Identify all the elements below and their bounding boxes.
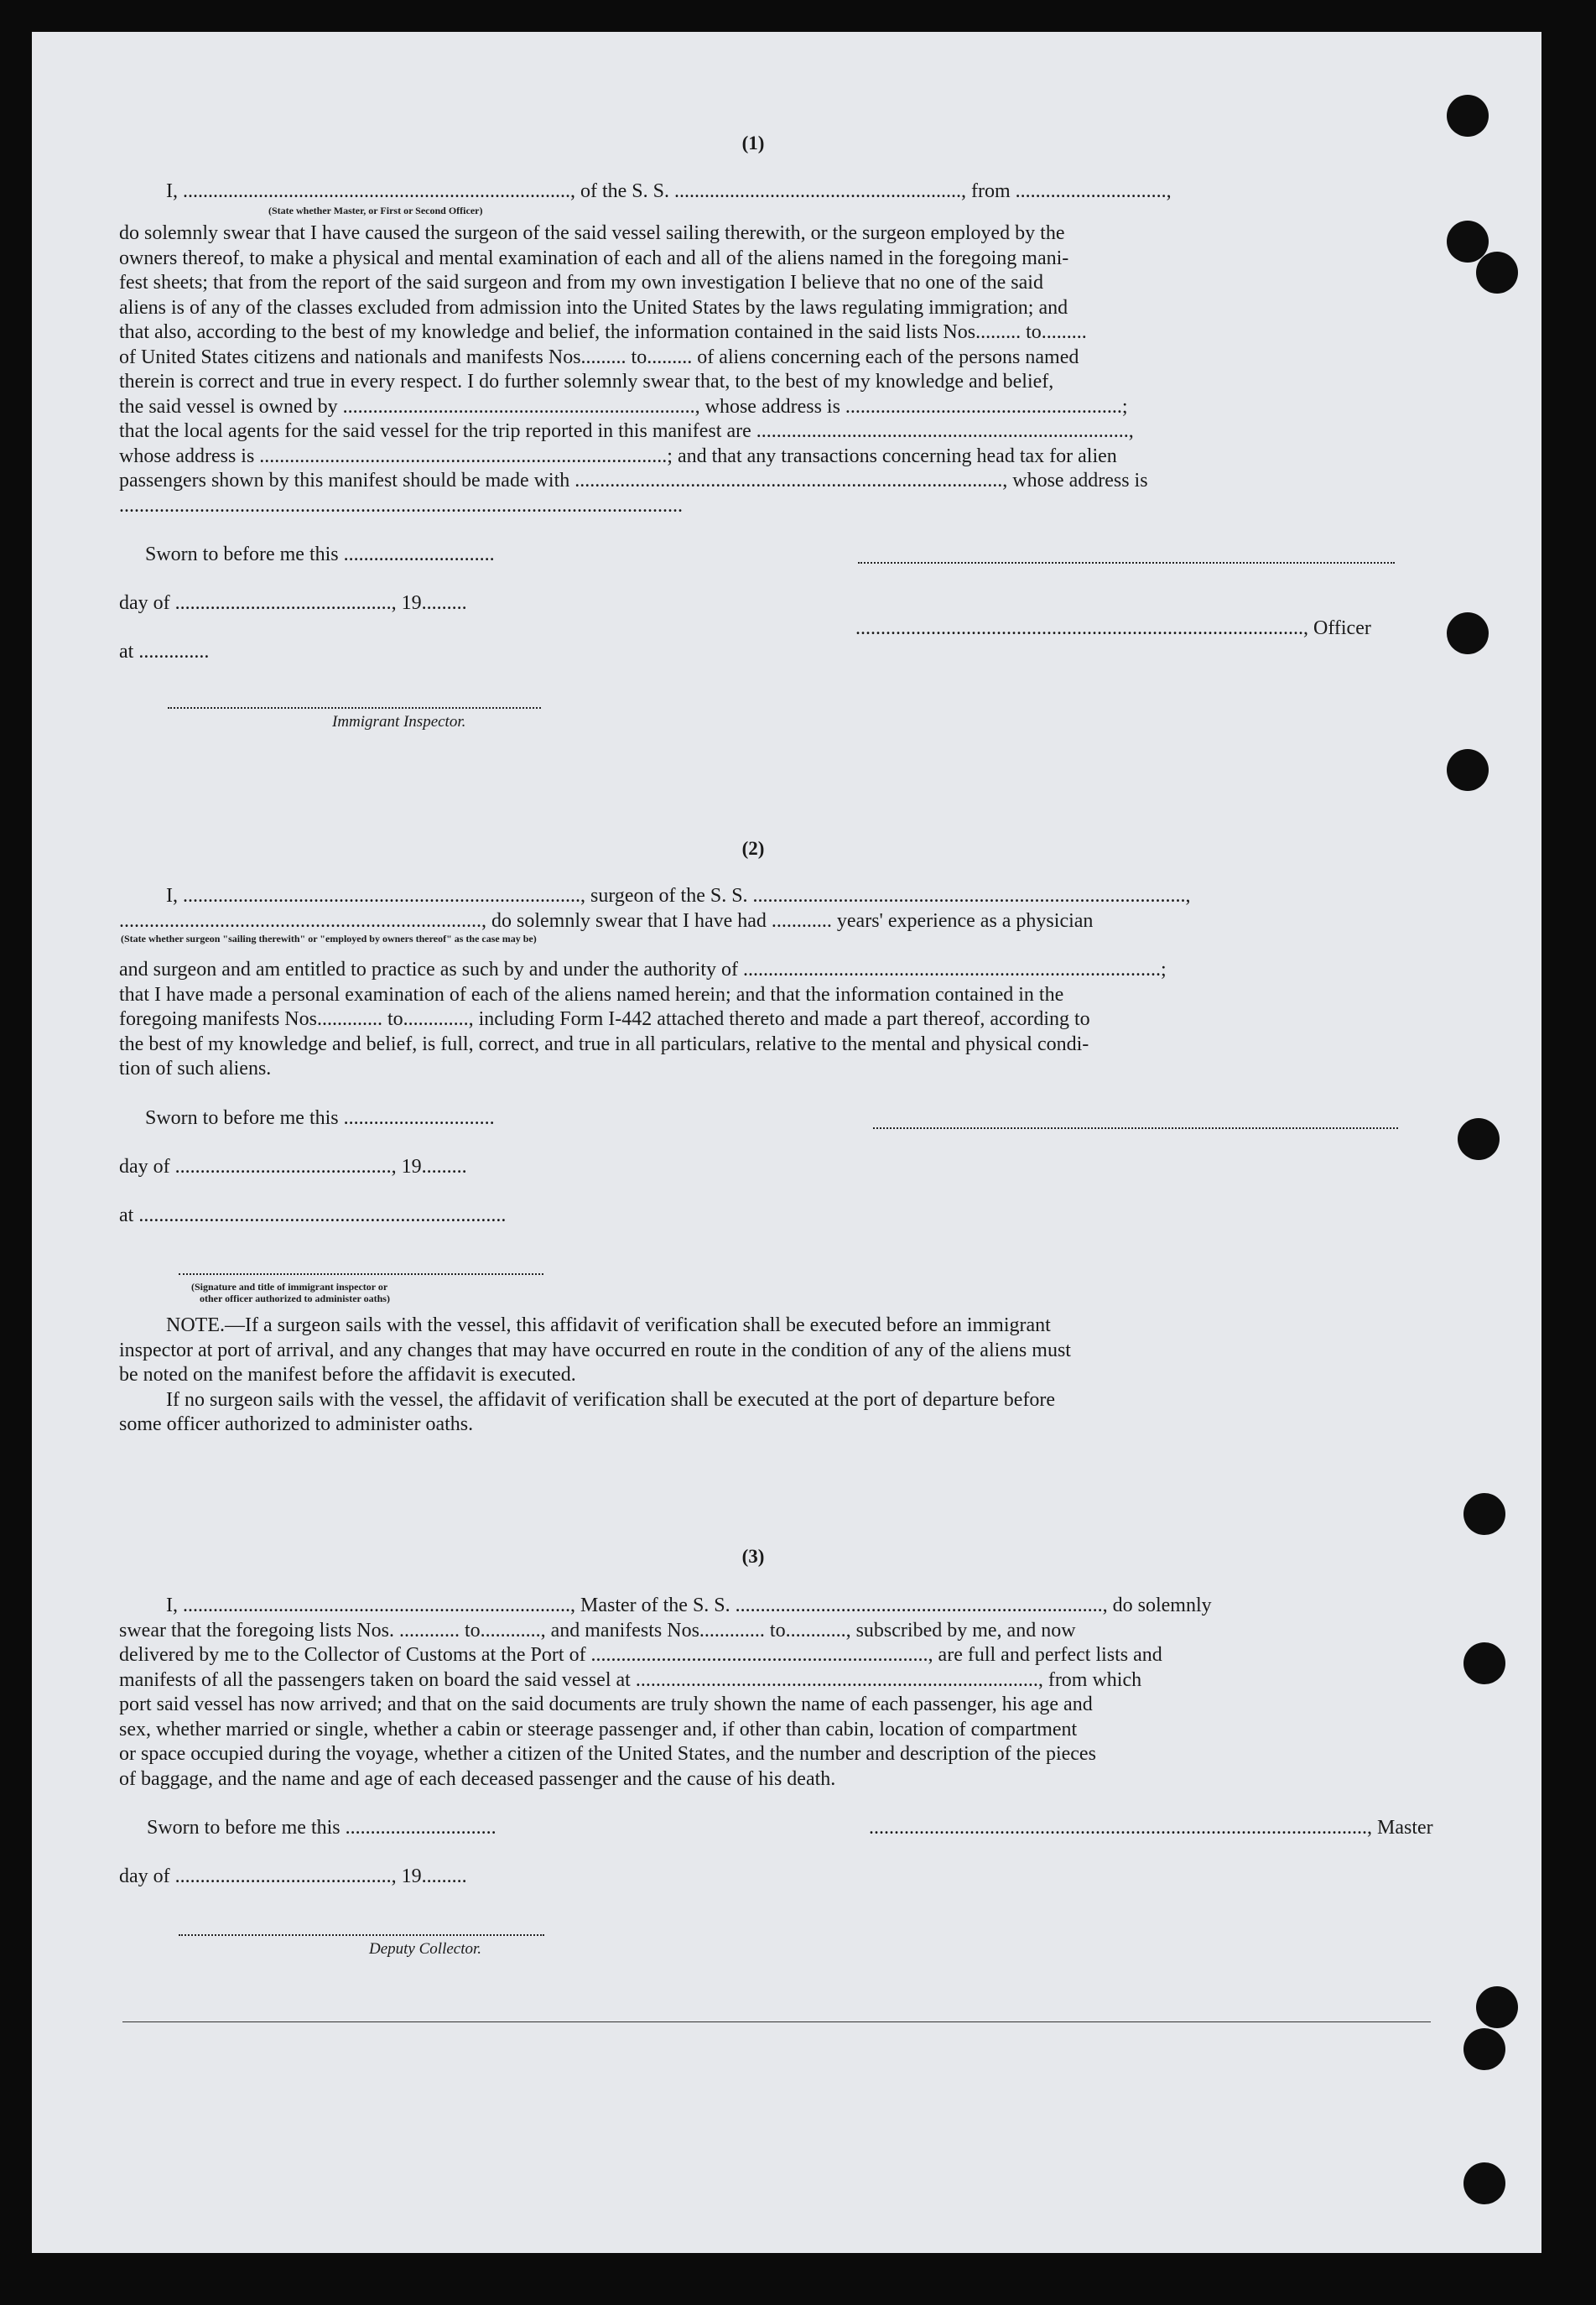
signature-note: (Signature and title of immigrant inspector or: [191, 1281, 388, 1293]
signature-note: other officer authorized to administer oaths): [200, 1293, 390, 1304]
text-line: swear that the foregoing lists Nos. ............ to............, and manifests Nos............. to............, subscribed by me, and now: [119, 1619, 1076, 1642]
punch-hole: [1447, 612, 1489, 654]
text-line: ................................................................................................................: [119, 494, 683, 517]
date-line: day of ..........................................., 19.........: [119, 1865, 467, 1887]
punch-hole: [1463, 2162, 1505, 2204]
signatory-title: Deputy Collector.: [369, 1940, 482, 1958]
punch-hole: [1458, 1118, 1500, 1160]
signature-line: [168, 707, 541, 709]
document-page: [32, 32, 1541, 2253]
text-line: that I have made a personal examination of each of the aliens named herein; and that the information contained in the: [119, 983, 1064, 1006]
text-line: owners thereof, to make a physical and mental examination of each and all of the aliens named in the foregoing mani-: [119, 247, 1069, 269]
signature-line: [873, 1127, 1398, 1129]
punch-hole: [1447, 95, 1489, 137]
text-line: the said vessel is owned by ......................................................................, whose address is .......................................................;: [119, 395, 1128, 418]
date-line: day of ..........................................., 19.........: [119, 592, 467, 614]
text-line: manifests of all the passengers taken on board the said vessel at ................................................................................, from which: [119, 1668, 1142, 1691]
sworn-line: Sworn to before me this ..............................: [147, 1817, 496, 1839]
section1-oath-text: [119, 221, 1427, 518]
master-line: ..................................................................................................., Master: [869, 1817, 1433, 1839]
note-line: some officer authorized to administer oaths.: [119, 1413, 474, 1435]
text-line: whose address is .................................................................................; and that any transactions concerning head tax for alien: [119, 445, 1117, 467]
text-line: therein is correct and true in every respect. I do further solemnly swear that, to the best of my knowledge and belief,: [119, 371, 1054, 393]
note-line: If no surgeon sails with the vessel, the affidavit of verification shall be executed at the port of departure before: [166, 1388, 1056, 1411]
text-line: or space occupied during the voyage, whether a citizen of the United States, and the number and description of the pieces: [119, 1743, 1096, 1765]
officer-line: ........................................................................................., Officer: [855, 617, 1371, 639]
sworn-line: Sworn to before me this ..............................: [145, 544, 495, 565]
punch-hole: [1463, 1642, 1505, 1684]
section-number: (1): [741, 133, 765, 153]
text-line: I, ............................................................................., Master of the S. S. ........................................................................., do solemnly: [166, 1595, 1212, 1616]
oath-line: I, ..............................................................................., surgeon of the S. S. ......................................................................................,: [166, 885, 1191, 907]
field-note: (State whether surgeon "sailing therewith" or "employed by owners thereof" as the case may be): [121, 933, 537, 944]
signature-line: [179, 1273, 543, 1275]
text-line: do solemnly swear that I have caused the surgeon of the said vessel sailing therewith, or the surgeon employed by the: [119, 222, 1065, 244]
text-line: delivered by me to the Collector of Customs at the Port of ..................................................................., are full and perfect lists and: [119, 1644, 1162, 1666]
note-line: be noted on the manifest before the affidavit is executed.: [119, 1364, 576, 1386]
text-line: and surgeon and am entitled to practice as such by and under the authority of ...................................................................................;: [119, 959, 1167, 981]
text-line: sex, whether married or single, whether a cabin or steerage passenger and, if other than cabin, location of compartment: [119, 1718, 1078, 1740]
text-line: port said vessel has now arrived; and that on the said documents are truly shown the name of each passenger, his age and: [119, 1694, 1093, 1715]
punch-hole: [1476, 1986, 1518, 2028]
oath-line: I, ............................................................................., of the S. S. ........................................................., from ..............................,: [166, 180, 1172, 202]
signature-line: [179, 1934, 544, 1936]
footer-rule: [122, 2021, 1431, 2022]
text-line: aliens is of any of the classes excluded from admission into the United States by the laws regulating immigration; and: [119, 296, 1068, 319]
note-line: inspector at port of arrival, and any changes that may have occurred en route in the condition of any of the aliens must: [119, 1339, 1071, 1361]
section1-first-line: [166, 180, 1424, 205]
place-line: at .........................................................................: [119, 1205, 507, 1226]
text-line: fest sheets; that from the report of the said surgeon and from my own investigation I believe that no one of the said: [119, 272, 1043, 294]
punch-hole: [1476, 252, 1518, 294]
section-number: (3): [741, 1546, 765, 1567]
text-line: of baggage, and the name and age of each deceased passenger and the cause of his death.: [119, 1767, 836, 1790]
date-line: day of ..........................................., 19.........: [119, 1156, 467, 1178]
text-line: foregoing manifests Nos............. to............., including Form I-442 attached thereto and made a part thereof, according to: [119, 1008, 1090, 1030]
punch-hole: [1447, 749, 1489, 791]
punch-hole: [1463, 2028, 1505, 2070]
punch-hole: [1463, 1493, 1505, 1535]
section2-note: [119, 1314, 1429, 1438]
section2-first-line: [166, 884, 1428, 909]
text-line: the best of my knowledge and belief, is full, correct, and true in all particulars, relative to the mental and physical condi-: [119, 1033, 1089, 1055]
signatory-title: Immigrant Inspector.: [332, 713, 466, 731]
note-line: NOTE.—If a surgeon sails with the vessel, this affidavit of verification shall be executed before an immigrant: [166, 1314, 1051, 1336]
text-line: tion of such aliens.: [119, 1058, 272, 1080]
text-line: passengers shown by this manifest should be made with ....................................................................................., whose address is: [119, 470, 1148, 492]
place-line: at ..............: [119, 641, 210, 663]
field-note: (State whether Master, or First or Second Officer): [268, 205, 483, 216]
oath-line: ........................................................................, do solemnly swear that I have had ............ years' experience as a physician: [119, 910, 1094, 932]
signature-line: [858, 562, 1395, 564]
sworn-line: Sworn to before me this ..............................: [145, 1107, 495, 1129]
section-number: (2): [741, 838, 765, 859]
text-line: of United States citizens and nationals and manifests Nos......... to......... of aliens concerning each of the persons named: [119, 346, 1079, 368]
text-line: that the local agents for the said vessel for the trip reported in this manifest are ..........................................................................,: [119, 420, 1134, 442]
text-line: that also, according to the best of my knowledge and belief, the information contained in the said lists Nos......... to.........: [119, 321, 1087, 343]
section2-oath-text: [119, 958, 1429, 1082]
section2-second-line: [119, 909, 1429, 934]
section3-oath-text: [119, 1594, 1429, 1792]
